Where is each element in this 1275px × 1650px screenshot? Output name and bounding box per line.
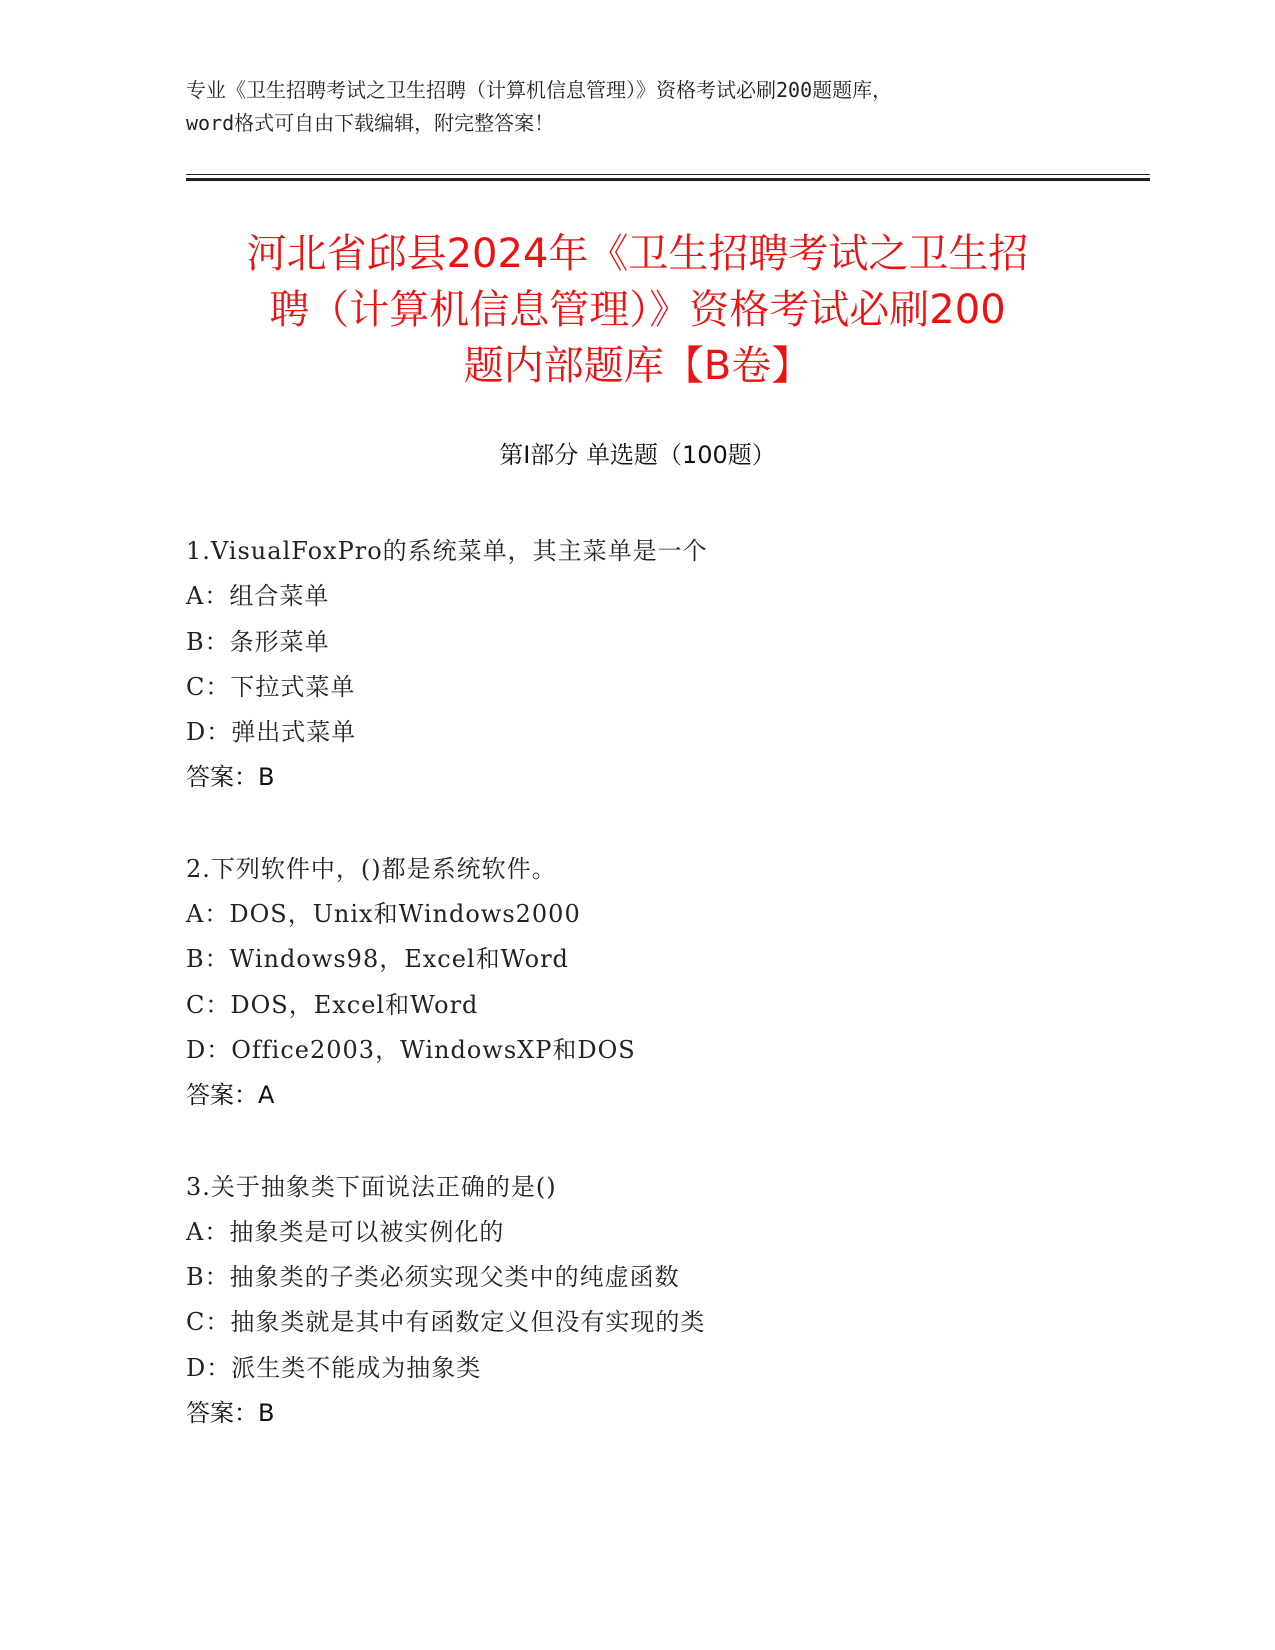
- header-note: [186, 74, 1086, 140]
- question-stem: 2.下列软件中，()都是系统软件。: [186, 854, 557, 883]
- header-note-line-1: 专业《卫生招聘考试之卫生招聘（计算机信息管理）》资格考试必刷200题题库，: [186, 78, 893, 102]
- option-d: D：Office2003，WindowsXP和DOS: [186, 1035, 636, 1064]
- header-rule-thick: [186, 178, 1150, 181]
- option-c: C：抽象类就是其中有函数定义但没有实现的类: [186, 1308, 706, 1337]
- option-b: B：Windows98，Excel和Word: [186, 945, 569, 974]
- question-list: [186, 529, 1126, 1482]
- question-stem: 3.关于抽象类下面说法正确的是(): [186, 1172, 557, 1201]
- answer-label: 答案：B: [186, 763, 275, 792]
- option-d: D：弹出式菜单: [186, 718, 357, 747]
- question-1: [186, 529, 1126, 801]
- option-c: C：下拉式菜单: [186, 672, 356, 701]
- question-3: [186, 1165, 1126, 1437]
- option-a: A：DOS，Unix和Windows2000: [186, 900, 581, 929]
- header-note-line-2: word格式可自由下载编辑，附完整答案！: [186, 111, 555, 135]
- question-stem: 1.VisualFoxPro的系统菜单，其主菜单是一个: [186, 537, 708, 565]
- option-b: B：抽象类的子类必须实现父类中的纯虚函数: [186, 1263, 680, 1292]
- question-2: [186, 847, 1126, 1119]
- answer-label: 答案：A: [186, 1081, 275, 1110]
- option-d: D：派生类不能成为抽象类: [186, 1353, 482, 1382]
- option-c: C：DOS，Excel和Word: [186, 990, 479, 1019]
- document-title: [150, 226, 1125, 394]
- document-title-line-1: 河北省邱县2024年《卫生招聘考试之卫生招: [246, 231, 1029, 277]
- option-b: B：条形菜单: [186, 627, 330, 656]
- option-a: A：抽象类是可以被实例化的: [186, 1217, 505, 1246]
- document-title-line-2: 聘（计算机信息管理）》资格考试必刷200: [269, 287, 1006, 333]
- document-title-line-3: 题内部题库【B卷】: [463, 343, 812, 389]
- section-title: 第Ⅰ部分 单选题（100题）: [499, 441, 776, 469]
- header-rule-thin: [186, 174, 1150, 175]
- answer-label: 答案：B: [186, 1399, 275, 1428]
- option-a: A：组合菜单: [186, 582, 330, 611]
